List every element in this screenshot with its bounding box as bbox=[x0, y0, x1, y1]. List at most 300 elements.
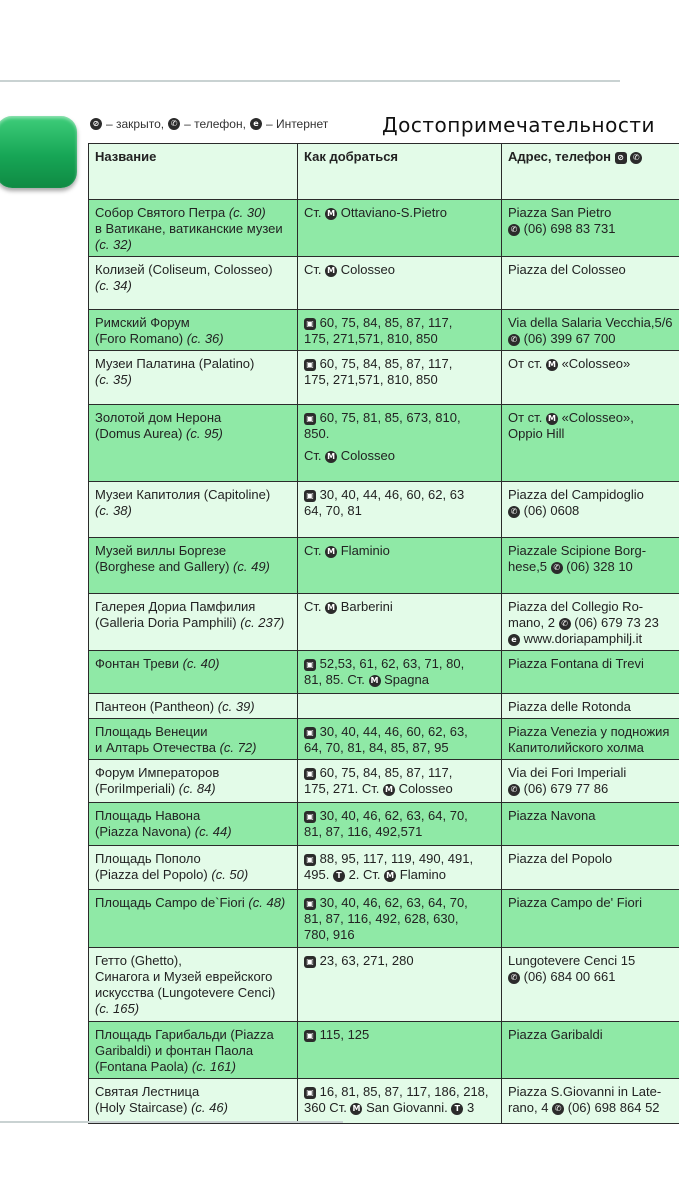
sight-name-cell bbox=[89, 890, 298, 948]
header-address-label: Адрес, телефон bbox=[508, 149, 612, 164]
phone-icon: ✆ bbox=[508, 334, 520, 346]
sight-name-cell bbox=[89, 405, 298, 482]
sight-name-text: Музей виллы Боргезе bbox=[95, 543, 227, 558]
route-cell bbox=[298, 1022, 502, 1079]
sight-name bbox=[95, 599, 291, 615]
sight-name bbox=[95, 1027, 291, 1043]
tram-icon: T bbox=[333, 870, 345, 882]
route-cell bbox=[298, 890, 502, 948]
page-ref-line: (с. 165) bbox=[95, 1001, 140, 1016]
table-row bbox=[89, 760, 679, 803]
route-line2 bbox=[304, 824, 495, 840]
sight-name bbox=[95, 262, 291, 278]
address-line bbox=[508, 953, 673, 969]
sight-name-text2: Синагога и Музей еврейского bbox=[95, 969, 273, 984]
route-line2 bbox=[304, 867, 495, 883]
page-ref: (с. 44) bbox=[194, 824, 232, 839]
page-ref: (с. 48) bbox=[248, 895, 286, 910]
table-row bbox=[89, 200, 679, 257]
metro-icon: M bbox=[325, 451, 337, 463]
sight-name-text2: и Алтарь Отечества bbox=[95, 740, 216, 755]
route-line bbox=[304, 656, 495, 672]
phone-line bbox=[508, 503, 673, 519]
route-line: Ст. M Ottaviano-S.Pietro bbox=[304, 205, 447, 220]
page-ref: (с. 40) bbox=[182, 656, 220, 671]
top-rule bbox=[0, 80, 620, 82]
table-body bbox=[89, 200, 679, 1124]
bus-routes: 16, 81, 85, 87, 117, 186, 218, bbox=[319, 1084, 489, 1099]
address-text: Piazza Navona bbox=[508, 808, 596, 823]
address-line bbox=[508, 895, 673, 911]
page-ref: (с. 46) bbox=[191, 1100, 228, 1115]
sight-name-text2: (Piazza del Popolo) bbox=[95, 867, 208, 882]
bus-icon: ▣ bbox=[304, 1030, 316, 1042]
route-cell bbox=[298, 257, 502, 310]
phone-line bbox=[508, 331, 673, 347]
table-row bbox=[89, 846, 679, 890]
bus-routes: 52,53, 61, 62, 63, 71, 80, bbox=[319, 656, 465, 671]
sight-name-text: Гетто (Ghetto), bbox=[95, 953, 182, 968]
address-line2 bbox=[508, 559, 673, 575]
page-ref: (с. 30) bbox=[228, 205, 266, 220]
address-cell bbox=[502, 846, 679, 890]
chapter-tab-marker bbox=[0, 116, 77, 188]
address-text: Piazza Campo de' Fiori bbox=[508, 895, 642, 910]
sight-name bbox=[95, 410, 291, 426]
sight-name-cell bbox=[89, 803, 298, 846]
sight-name bbox=[95, 1084, 291, 1100]
sight-name-line2 bbox=[95, 615, 291, 631]
page-ref: (с. 237) bbox=[240, 615, 285, 630]
route-cell bbox=[298, 310, 502, 351]
phone-icon: ✆ bbox=[168, 118, 180, 130]
table-row bbox=[89, 538, 679, 594]
metro-station: Barberini bbox=[337, 599, 393, 614]
metro-icon: M bbox=[384, 870, 396, 882]
address-cell bbox=[502, 594, 679, 651]
table-row bbox=[89, 310, 679, 351]
sight-name-cell bbox=[89, 651, 298, 694]
bus-routes: 115, 125 bbox=[319, 1027, 370, 1042]
phone-icon: ✆ bbox=[508, 506, 520, 518]
sight-name-text2: Garibaldi) и фонтан Паола bbox=[95, 1043, 254, 1058]
address-text: Piazza del Collegio Ro- bbox=[508, 599, 644, 614]
route-cell bbox=[298, 719, 502, 760]
bus-routes2: 175, 271,571, 810, 850 bbox=[304, 331, 438, 346]
table-row bbox=[89, 651, 679, 694]
metro-icon: M bbox=[325, 265, 337, 277]
page-ref: (с. 39) bbox=[217, 699, 255, 714]
bus-icon: ▣ bbox=[304, 854, 316, 866]
phone-number: (06) 0608 bbox=[523, 503, 580, 518]
bus-icon: ▣ bbox=[304, 956, 316, 968]
route-cell bbox=[298, 1079, 502, 1124]
bus-routes2: 175, 271,571, 810, 850 bbox=[304, 372, 438, 387]
bus-routes: 23, 63, 271, 280 bbox=[319, 953, 414, 968]
sight-name-line2 bbox=[95, 867, 291, 883]
address-line bbox=[508, 356, 673, 372]
web-icon: e bbox=[250, 118, 262, 130]
table-row bbox=[89, 594, 679, 651]
bus-icon: ▣ bbox=[304, 659, 316, 671]
sight-name bbox=[95, 851, 291, 867]
route-cell bbox=[298, 803, 502, 846]
route-line bbox=[304, 808, 495, 824]
address-line bbox=[508, 724, 673, 740]
sight-name bbox=[95, 356, 291, 372]
bus-icon: ▣ bbox=[304, 359, 316, 371]
sight-name-text: Фонтан Треви bbox=[95, 656, 179, 671]
sight-name-text: Святая Лестница bbox=[95, 1084, 200, 1099]
web-line bbox=[508, 631, 673, 647]
route-line3 bbox=[304, 927, 495, 943]
address-line bbox=[508, 487, 673, 503]
route-line2 bbox=[304, 331, 495, 347]
bus-icon: ▣ bbox=[304, 898, 316, 910]
closed-icon: ⊘ bbox=[615, 152, 627, 164]
route-cell bbox=[298, 594, 502, 651]
sight-name-text3: искусства (Lungotevere Cenci) bbox=[95, 985, 276, 1000]
route-line2 bbox=[304, 911, 495, 927]
metro-icon: M bbox=[369, 675, 381, 687]
sight-name bbox=[95, 315, 291, 331]
metro-station: Spagna bbox=[380, 672, 429, 687]
address-text: Piazza Venezia у подножия bbox=[508, 724, 670, 739]
tram-route: 3 bbox=[467, 1100, 475, 1115]
address-cell bbox=[502, 351, 679, 405]
page-ref: (с. 72) bbox=[219, 740, 257, 755]
table-row bbox=[89, 482, 679, 538]
sight-name-text3: (Fontana Paola) bbox=[95, 1059, 189, 1074]
sight-name-line2 bbox=[95, 740, 291, 756]
address-text: Piazza Fontana di Trevi bbox=[508, 656, 644, 671]
page-ref-line: (с. 38) bbox=[95, 503, 132, 518]
bus-routes2: 850. bbox=[304, 426, 330, 441]
address-text: Piazzale Scipione Borg- bbox=[508, 543, 647, 558]
address-line bbox=[508, 765, 673, 781]
sight-name-cell bbox=[89, 1079, 298, 1124]
address-cell bbox=[502, 803, 679, 846]
sight-name-line2 bbox=[95, 221, 291, 237]
route-cell bbox=[298, 651, 502, 694]
bus-routes2: 64, 70, 81, 84, 85, 87, 95 bbox=[304, 740, 449, 755]
address-line2 bbox=[508, 426, 673, 442]
bus-icon: ▣ bbox=[304, 413, 316, 425]
page-ref: (с. 84) bbox=[178, 781, 216, 796]
bus-routes: 30, 40, 44, 46, 60, 62, 63, bbox=[319, 724, 468, 739]
phone-icon: ✆ bbox=[508, 224, 520, 236]
address-line2 bbox=[508, 615, 673, 631]
header-route: Как добраться bbox=[298, 144, 502, 200]
address-line bbox=[508, 543, 673, 559]
metro-icon: M bbox=[546, 359, 558, 371]
sight-name-text: Форум Императоров bbox=[95, 765, 220, 780]
address-cell bbox=[502, 719, 679, 760]
route-line bbox=[304, 487, 495, 503]
address-text: Piazza San Pietro bbox=[508, 205, 612, 220]
address-cell bbox=[502, 482, 679, 538]
sights-table bbox=[88, 143, 679, 1124]
sight-name bbox=[95, 724, 291, 740]
address-line bbox=[508, 262, 673, 278]
sight-name-text: Золотой дом Нерона bbox=[95, 410, 222, 425]
bus-routes2: 495. bbox=[304, 867, 330, 882]
metro-station: Colosseo bbox=[337, 448, 395, 463]
sight-name bbox=[95, 205, 291, 221]
address-text: Piazza del Colosseo bbox=[508, 262, 626, 277]
route-line bbox=[304, 1027, 495, 1043]
metro-icon: M bbox=[350, 1103, 362, 1115]
route-line2: 81, 85. Ст. M Spagna bbox=[304, 672, 429, 687]
sight-name-text2: в Ватикане, ватиканские музеи bbox=[95, 221, 283, 236]
address-line2 bbox=[508, 740, 673, 756]
bus-icon: ▣ bbox=[304, 318, 316, 330]
sight-name-cell bbox=[89, 719, 298, 760]
phone-line bbox=[508, 221, 673, 237]
address-text: Piazza delle Rotonda bbox=[508, 699, 631, 714]
address-text2: Капитолийского холма bbox=[508, 740, 644, 755]
sight-name-text: Музеи Палатина (Palatino) bbox=[95, 356, 255, 371]
sight-name-text2: (Galleria Doria Pamphili) bbox=[95, 615, 237, 630]
legend bbox=[90, 117, 328, 131]
route-line2 bbox=[304, 1100, 495, 1116]
sight-name-cell bbox=[89, 694, 298, 719]
sight-name-line2 bbox=[95, 1100, 291, 1116]
route-line bbox=[304, 410, 495, 426]
bus-routes: 88, 95, 117, 119, 490, 491, bbox=[319, 851, 474, 866]
sight-name-line2 bbox=[95, 1043, 291, 1059]
sight-name-cell bbox=[89, 760, 298, 803]
metro-station: Colosseo bbox=[394, 781, 453, 796]
sight-name-cell bbox=[89, 594, 298, 651]
metro-icon: M bbox=[325, 546, 337, 558]
sight-name bbox=[95, 808, 291, 824]
route-line2 bbox=[304, 426, 495, 442]
sight-name-text: Пантеон (Pantheon) bbox=[95, 699, 215, 714]
route-line: Ст. M Flaminio bbox=[304, 543, 390, 558]
sight-name-text: Галерея Дориа Памфилия bbox=[95, 599, 256, 614]
address-text: Via della Salaria Vecchia,5/6 bbox=[508, 315, 673, 330]
sight-name-text: Площадь Пополо bbox=[95, 851, 201, 866]
bus-routes3: 780, 916 bbox=[304, 927, 355, 942]
route-line2 bbox=[304, 740, 495, 756]
route-line bbox=[304, 953, 495, 969]
route-line bbox=[304, 851, 495, 867]
bottom-rule bbox=[0, 1121, 343, 1123]
address-cell bbox=[502, 200, 679, 257]
address-text2: rano, 4 bbox=[508, 1100, 549, 1115]
legend-web: – Интернет bbox=[265, 117, 329, 131]
bus-routes2: 64, 70, 81 bbox=[304, 503, 362, 518]
address-cell bbox=[502, 1022, 679, 1079]
legend-closed: – закрыто, bbox=[106, 117, 165, 131]
route-line bbox=[304, 724, 495, 740]
tram-icon: T bbox=[451, 1103, 463, 1115]
phone-icon: ✆ bbox=[552, 1103, 564, 1115]
route-line bbox=[304, 765, 495, 781]
route-cell bbox=[298, 694, 502, 719]
metro-station: Flaminio bbox=[337, 543, 390, 558]
address-text: Piazza Garibaldi bbox=[508, 1027, 603, 1042]
page-ref: (с. 161) bbox=[191, 1059, 236, 1074]
website-link: www.doriapamphilj.it bbox=[523, 631, 643, 646]
sight-name bbox=[95, 895, 291, 911]
sight-name-cell bbox=[89, 200, 298, 257]
sight-name bbox=[95, 699, 291, 715]
address-text: Piazza del Popolo bbox=[508, 851, 613, 866]
sight-name-text2: (Foro Romano) bbox=[95, 331, 184, 346]
sight-name-text2: (Holy Staircase) bbox=[95, 1100, 188, 1115]
table-row bbox=[89, 257, 679, 310]
address-prefix: От ст. bbox=[508, 356, 543, 371]
bus-routes2: 81, 87, 116, 492, 628, 630, bbox=[304, 911, 459, 926]
address-cell bbox=[502, 760, 679, 803]
table-row bbox=[89, 351, 679, 405]
sight-name-text2: (Borghese and Gallery) bbox=[95, 559, 230, 574]
route-cell bbox=[298, 846, 502, 890]
legend-phone: – телефон, bbox=[184, 117, 246, 131]
sight-name-text: Музеи Капитолия (Capitoline) bbox=[95, 487, 271, 502]
address-text2: Oppio Hill bbox=[508, 426, 565, 441]
sight-name-cell bbox=[89, 351, 298, 405]
address-text2: mano, 2 bbox=[508, 615, 555, 630]
header-address bbox=[502, 144, 679, 200]
address-cell bbox=[502, 694, 679, 719]
sight-name-text: Собор Святого Петра bbox=[95, 205, 226, 220]
route-cell bbox=[298, 482, 502, 538]
sight-name-cell bbox=[89, 948, 298, 1022]
address-line bbox=[508, 808, 673, 824]
address-line bbox=[508, 410, 673, 426]
header-name: Название bbox=[89, 144, 298, 200]
bus-routes: 30, 40, 46, 62, 63, 64, 70, bbox=[319, 808, 468, 823]
address-text: Via dei Fori Imperiali bbox=[508, 765, 627, 780]
bus-routes: 60, 75, 84, 85, 87, 117, bbox=[319, 315, 453, 330]
route-cell bbox=[298, 405, 502, 482]
phone-icon: ✆ bbox=[508, 784, 520, 796]
address-cell bbox=[502, 257, 679, 310]
address-line bbox=[508, 1027, 673, 1043]
phone-number: (06) 684 00 661 bbox=[523, 969, 616, 984]
page-ref: (с. 95) bbox=[186, 426, 223, 441]
phone-number: (06) 679 77 86 bbox=[523, 781, 609, 796]
route-line bbox=[304, 356, 495, 372]
sight-name-cell bbox=[89, 257, 298, 310]
sight-name-cell bbox=[89, 482, 298, 538]
bus-routes: 30, 40, 44, 46, 60, 62, 63 bbox=[319, 487, 465, 502]
address-text: Lungotevere Cenci 15 bbox=[508, 953, 636, 968]
sight-name-text2: (ForiImperiali) bbox=[95, 781, 176, 796]
table-row bbox=[89, 1022, 679, 1079]
sight-name bbox=[95, 953, 291, 969]
route-line3: Ст. M Colosseo bbox=[304, 448, 395, 463]
metro-icon: M bbox=[383, 784, 395, 796]
table-row bbox=[89, 948, 679, 1022]
address-cell bbox=[502, 1079, 679, 1124]
phone-number: (06) 698 83 731 bbox=[523, 221, 616, 236]
page-ref: (с. 49) bbox=[233, 559, 270, 574]
sight-name-text: Римский Форум bbox=[95, 315, 190, 330]
sight-name-line2 bbox=[95, 331, 291, 347]
sight-name-cell bbox=[89, 538, 298, 594]
address-cell bbox=[502, 538, 679, 594]
sight-name bbox=[95, 543, 291, 559]
address-line bbox=[508, 656, 673, 672]
bus-routes: 30, 40, 46, 62, 63, 64, 70, bbox=[319, 895, 468, 910]
bus-icon: ▣ bbox=[304, 768, 316, 780]
sight-name-text2: (Domus Aurea) bbox=[95, 426, 183, 441]
route-line bbox=[304, 1084, 495, 1100]
sight-name-text: Площадь Навона bbox=[95, 808, 201, 823]
address-prefix: От ст. bbox=[508, 410, 543, 425]
table-row bbox=[89, 405, 679, 482]
sight-name-line2 bbox=[95, 824, 291, 840]
address-cell bbox=[502, 948, 679, 1022]
route-cell bbox=[298, 538, 502, 594]
metro-icon: M bbox=[546, 413, 558, 425]
phone-line bbox=[508, 969, 673, 985]
route-cell bbox=[298, 948, 502, 1022]
sight-name-line2 bbox=[95, 559, 291, 575]
route-line: Ст. M Colosseo bbox=[304, 262, 395, 277]
page-ref: (с. 36) bbox=[186, 331, 224, 346]
table-row bbox=[89, 719, 679, 760]
bus-icon: ▣ bbox=[304, 1087, 316, 1099]
phone-line bbox=[508, 781, 673, 797]
metro-station: San Giovanni. bbox=[366, 1100, 448, 1115]
phone-number: (06) 399 67 700 bbox=[523, 331, 616, 346]
address-text: «Colosseo» bbox=[561, 356, 631, 371]
bus-icon: ▣ bbox=[304, 490, 316, 502]
page-ref-line: (с. 34) bbox=[95, 278, 132, 293]
page-title: Достопримечательности bbox=[382, 113, 655, 137]
sight-name bbox=[95, 656, 291, 672]
bus-icon: ▣ bbox=[304, 727, 316, 739]
phone-icon: ✆ bbox=[551, 562, 563, 574]
address-line bbox=[508, 851, 673, 867]
metro-station: Colosseo bbox=[337, 262, 395, 277]
sight-name-text: Колизей (Coliseum, Colosseo) bbox=[95, 262, 273, 277]
table-row bbox=[89, 890, 679, 948]
metro-icon: M bbox=[325, 602, 337, 614]
sight-name-line2 bbox=[95, 781, 291, 797]
route-cell bbox=[298, 351, 502, 405]
sight-name-cell bbox=[89, 310, 298, 351]
route-line bbox=[304, 895, 495, 911]
phone-icon: ✆ bbox=[508, 972, 520, 984]
address-text: «Colosseo», bbox=[561, 410, 634, 425]
address-cell bbox=[502, 405, 679, 482]
sight-name-cell bbox=[89, 1022, 298, 1079]
sight-name-text: Площадь Campo de`Fiori bbox=[95, 895, 245, 910]
metro-icon: M bbox=[325, 208, 337, 220]
route-line2: 175, 271. Ст. M Colosseo bbox=[304, 781, 453, 796]
sight-name-text: Площадь Венеции bbox=[95, 724, 208, 739]
closed-icon: ⊘ bbox=[90, 118, 102, 130]
page-ref-line: (с. 35) bbox=[95, 372, 132, 387]
address-line bbox=[508, 699, 673, 715]
table-row bbox=[89, 694, 679, 719]
address-line bbox=[508, 599, 673, 615]
sight-name bbox=[95, 765, 291, 781]
route-line bbox=[304, 315, 495, 331]
address-line bbox=[508, 315, 673, 331]
page-ref-line: (с. 32) bbox=[95, 237, 132, 252]
sight-name-line3 bbox=[95, 985, 291, 1001]
bus-routes2: 360 Ст. bbox=[304, 1100, 347, 1115]
bus-icon: ▣ bbox=[304, 811, 316, 823]
phone-number: (06) 679 73 23 bbox=[574, 615, 659, 630]
